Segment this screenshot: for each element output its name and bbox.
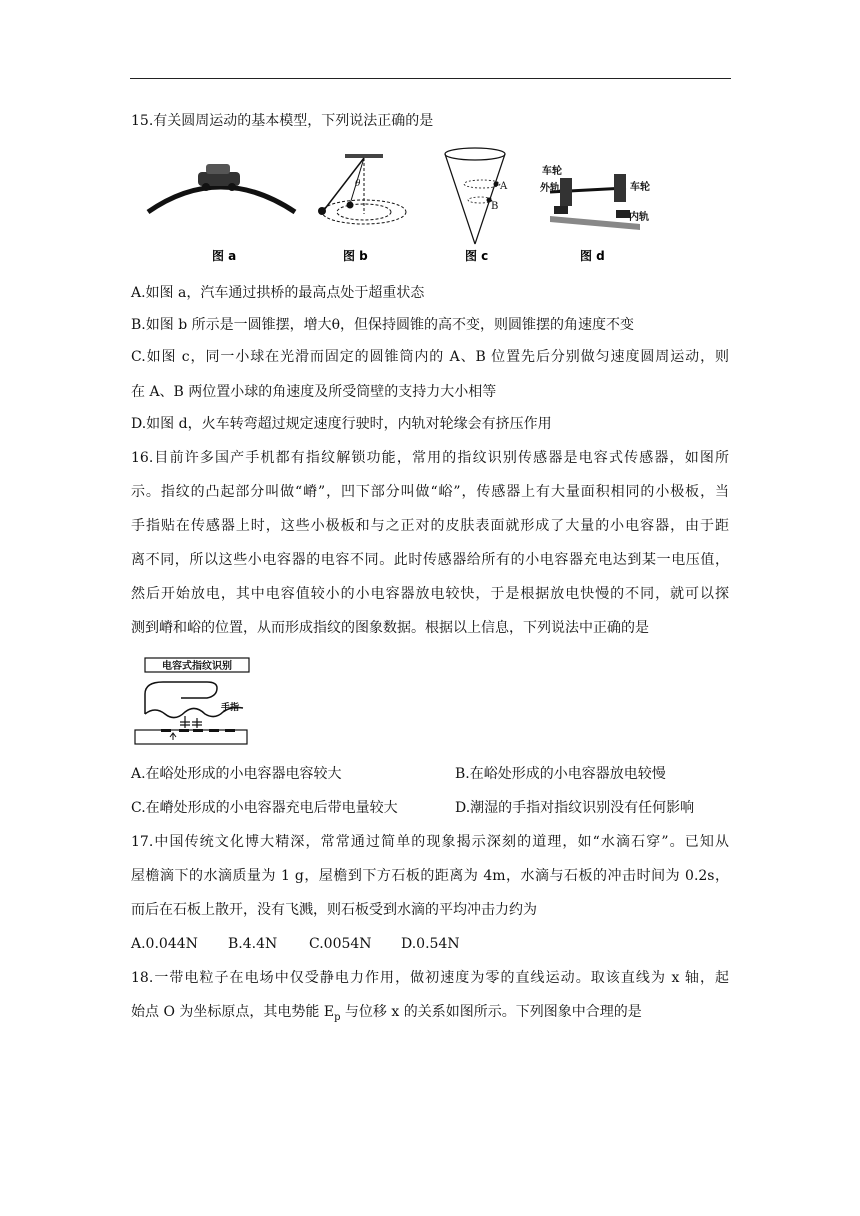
q16-option-d: D.潮湿的手指对指纹识别没有任何影响 [455, 800, 695, 816]
wheel-label-right: 车轮 [630, 182, 650, 193]
q16-stem-line3: 手指贴在传感器上时，这些小极板和与之正对的皮肤表面就形成了大量的小电容器，由于距 [131, 518, 729, 534]
q18-stem-line2 [131, 1003, 642, 1027]
q17-stem-line1: 17.中国传统文化博大精深，常常通过简单的现象揭示深刻的道理，如“水滴石穿”。已知从 [131, 834, 729, 850]
q17-option-a: A.0.044N [131, 936, 198, 952]
point-a-label: A [500, 181, 508, 192]
q16-stem-line5: 然后开始放电，其中电容值较小的小电容器放电较快，于是根据放电快慢的不同，就可以探 [131, 586, 729, 602]
q15-stem: 15.有关圆周运动的基本模型，下列说法正确的是 [131, 113, 434, 129]
finger-label: 手指 [221, 703, 240, 713]
inner-rail-label: 内轨 [629, 212, 649, 223]
q15-option-c-line1: C.如图 c，同一小球在光滑而固定的圆锥筒内的 A、B 位置先后分别做匀速度圆周运动，则 [131, 349, 729, 365]
wheel-label-left: 车轮 [542, 166, 562, 177]
point-b-label: B [491, 201, 499, 212]
q18-subscript-p: p [334, 1011, 341, 1023]
q18-line2-part2: 与位移 x 的关系如图所示。下列图象中合理的是 [340, 1004, 642, 1020]
q15-option-b: B.如图 b 所示是一圆锥摆，增大θ，但保持圆锥的高不变，则圆锥摆的角速度不变 [131, 317, 635, 333]
q17-option-b: B.4.4N [228, 936, 278, 952]
fingerprint-figure-title: 电容式指纹识别 [162, 661, 232, 672]
q16-option-b: B.在峪处形成的小电容器放电较慢 [455, 766, 666, 782]
q16-option-c: C.在嵴处形成的小电容器充电后带电量较大 [131, 800, 398, 816]
caption-figure-b: 图 b [343, 249, 368, 263]
q16-stem-line2: 示。指纹的凸起部分叫做“嵴”，凹下部分叫做“峪”，传感器上有大量面积相同的小极板，当 [131, 484, 729, 500]
q16-stem-line6: 测到嵴和峪的位置，从而形成指纹的图象数据。根据以上信息，下列说法中正确的是 [131, 620, 649, 636]
q17-option-c: C.0054N [309, 936, 372, 952]
q15-option-d: D.如图 d，火车转弯超过规定速度行驶时，内轨对轮缘会有挤压作用 [131, 416, 552, 432]
fingerprint-sensor-figure [131, 656, 251, 748]
q18-line2-part1: 始点 O 为坐标原点，其电势能 E [131, 1004, 335, 1020]
theta-label: θ [355, 179, 361, 189]
caption-figure-d: 图 d [580, 249, 605, 263]
caption-figure-a: 图 a [212, 249, 237, 263]
q18-stem-line1: 18.一带电粒子在电场中仅受静电力作用，做初速度为零的直线运动。取该直线为 x 轴，起 [131, 970, 729, 986]
q15-option-c-line2: 在 A、B 两位置小球的角速度及所受筒壁的支持力大小相等 [131, 384, 497, 400]
q15-option-a: A.如图 a，汽车通过拱桥的最高点处于超重状态 [131, 285, 425, 301]
q17-stem-line3: 而后在石板上散开，没有飞溅，则石板受到水滴的平均冲击力约为 [131, 902, 537, 918]
q17-option-d: D.0.54N [401, 936, 460, 952]
q17-stem-line2: 屋檐滴下的水滴质量为 1 g，屋檐到下方石板的距离为 4m，水滴与石板的冲击时间为 0.2s， [131, 868, 729, 884]
q16-option-a: A.在峪处形成的小电容器电容较大 [131, 766, 342, 782]
caption-figure-c: 图 c [465, 249, 489, 263]
header-rule [130, 78, 731, 79]
circular-motion-figure [140, 142, 668, 268]
outer-rail-label: 外轨 [540, 183, 560, 194]
q16-stem-line4: 离不同，所以这些小电容器的电容不同。此时传感器给所有的小电容器充电达到某一电压值， [131, 552, 729, 568]
q16-stem-line1: 16.目前许多国产手机都有指纹解锁功能，常用的指纹识别传感器是电容式传感器，如图所 [131, 450, 729, 466]
